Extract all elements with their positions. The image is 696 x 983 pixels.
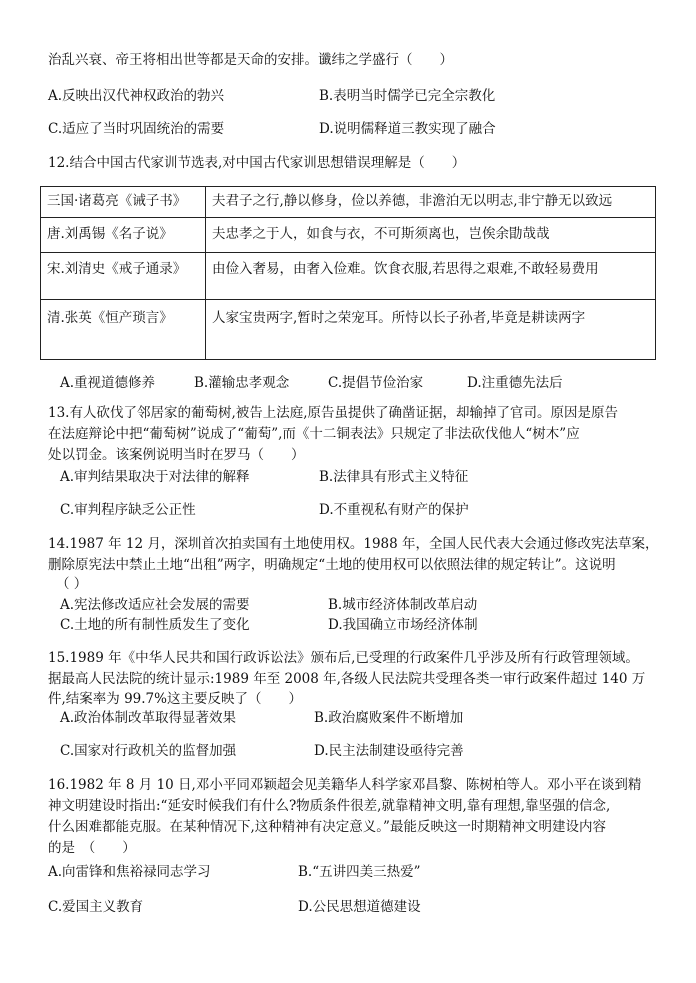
q15-stem-line-1: 15.1989 年《中华人民共和国行政诉讼法》颁布后,已受理的行政案件几乎涉及所有行政管理领域。	[48, 650, 639, 666]
table-row	[41, 218, 656, 253]
q11-option-d: D.说明儒释道三教实现了融合	[319, 121, 496, 137]
q15-option-c: C.国家对行政机关的监督加强	[60, 743, 237, 759]
q16-stem-line-3: 什么困难都能克服。在某种情况下,这种精神有决定意义。”最能反映这一时期精神文明建设内容	[48, 819, 606, 835]
q14-stem-line-2: 删除原宪法中禁止土地“出租”两字，明确规定“土地的使用权可以依照法律的规定转让”。这说明	[48, 557, 616, 573]
q15-stem-line-2: 据最高人民法院的统计显示:1989 年至 2008 年,各级人民法院共受理各类一审行政案件超过 140 万	[48, 671, 646, 687]
q14-option-c: C.土地的所有制性质发生了变化	[60, 617, 250, 633]
q13-option-a: A.审判结果取决于对法律的解释	[60, 469, 250, 485]
q16-option-a: A.向雷锋和焦裕禄同志学习	[48, 864, 211, 880]
q13-option-b: B.法律具有形式主义特征	[319, 469, 469, 485]
table-row	[41, 300, 656, 360]
q13-option-c: C.审判程序缺乏公正性	[60, 502, 196, 518]
q12-stem: 12.结合中国古代家训节选表,对中国古代家训思想错误理解是（ ）	[48, 155, 466, 171]
q14-option-a: A.宪法修改适应社会发展的需要	[60, 597, 250, 613]
table-text-cell: 夫君子之行,静以修身，俭以养德，非澹泊无以明志,非宁静无以致远	[206, 187, 656, 218]
table-source-cell: 唐.刘禹锡《名子说》	[41, 218, 206, 253]
q14-option-d: D.我国确立市场经济体制	[328, 617, 478, 633]
q13-option-d: D.不重视私有财产的保护	[319, 502, 469, 518]
table-text-cell: 人家宝贵两字,暂时之荣宠耳。所恃以长子孙者,毕竟是耕读两字	[206, 300, 656, 360]
q12-option-a: A.重视道德修养	[60, 375, 156, 391]
q14-stem-line-1: 14.1987 年 12 月，深圳首次拍卖国有土地使用权。1988 年，全国人民代表大会通过修改宪法草案，	[48, 536, 659, 552]
q15-stem-line-3: 件,结案率为 99.7%这主要反映了（ ）	[48, 691, 302, 707]
q12-option-b: B.灌输忠孝观念	[194, 375, 290, 391]
table-source-cell: 三国·诸葛亮《诫子书》	[41, 187, 206, 218]
q16-option-b: B.“五讲四美三热爱”	[298, 864, 421, 880]
table-text-cell: 由俭入奢易，由奢入俭难。饮食衣服,若思得之艰难,不敢轻易费用	[206, 253, 656, 300]
q16-option-d: D.公民思想道德建设	[298, 899, 421, 915]
q16-stem-line-1: 16.1982 年 8 月 10 日,邓小平同邓颖超会见美籍华人科学家邓昌黎、陈树柏等人。邓小平在谈到精	[48, 777, 642, 793]
q13-stem-line-3: 处以罚金。该案例说明当时在罗马（ ）	[48, 447, 305, 463]
table-text-cell: 夫忠孝之于人，如食与衣，不可斯须离也，岂俟余勖哉哉	[206, 218, 656, 253]
q15-option-b: B.政治腐败案件不断增加	[314, 710, 464, 726]
table-source-cell: 宋.刘清史《戒子通录》	[41, 253, 206, 300]
q16-stem-line-4: 的是 （ ）	[48, 840, 136, 856]
table-row	[41, 253, 656, 300]
q16-stem-line-2: 神文明建设时指出:“延安时候我们有什么?物质条件很差,就靠精神文明,靠有理想,靠坚强的信念,	[48, 798, 611, 814]
q12-option-d: D.注重德先法后	[467, 375, 563, 391]
q13-stem-line-1: 13.有人砍伐了邻居家的葡萄树,被告上法庭,原告虽提供了确凿证据，却输掉了官司。原因是原告	[48, 405, 619, 421]
q15-option-a: A.政治体制改革取得显著效果	[60, 710, 237, 726]
q11-option-a: A.反映出汉代神权政治的勃兴	[48, 88, 225, 104]
q16-option-c: C.爱国主义教育	[48, 899, 144, 915]
q14-answer-blank: （ ）	[56, 576, 88, 592]
table-source-cell: 清.张英《恒产琐言》	[41, 300, 206, 360]
family-instructions-table	[40, 186, 656, 360]
q11-option-b: B.表明当时儒学已完全宗教化	[319, 88, 496, 104]
q14-option-b: B.城市经济体制改革启动	[328, 597, 478, 613]
q11-stem-tail: 治乱兴衰、帝王将相出世等都是天命的安排。谶纬之学盛行（ ）	[48, 52, 453, 68]
table-row	[41, 187, 656, 218]
q15-option-d: D.民主法制建设亟待完善	[314, 743, 464, 759]
q11-option-c: C.适应了当时巩固统治的需要	[48, 121, 225, 137]
q12-option-c: C.提倡节俭治家	[328, 375, 424, 391]
q13-stem-line-2: 在法庭辩论中把“葡萄树”说成了“葡萄”,而《十二铜表法》只规定了非法砍伐他人“树木”应	[48, 426, 580, 442]
